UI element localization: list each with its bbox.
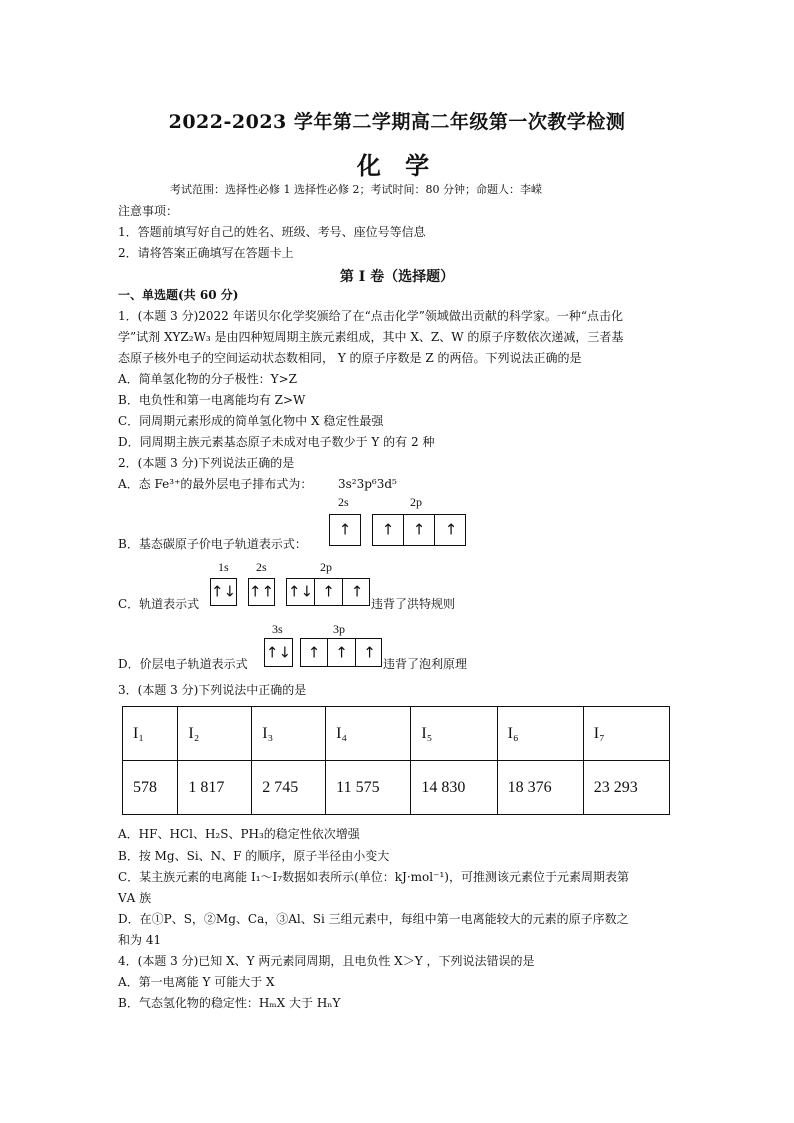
orbital-box-2s: [248, 578, 275, 606]
table-cell: 578: [123, 761, 178, 815]
label-3p: 3p: [333, 622, 345, 636]
up-arrow-icon: ↑: [307, 643, 321, 661]
table-header-cell: I₆: [497, 707, 583, 761]
table-cell: 18 376: [497, 761, 583, 815]
q1-option-a: A．简单氢化物的分子极性：Y>Z: [118, 372, 297, 386]
q1-option-d: D．同周期主族元素基态原子未成对电子数少于 Y 的有 2 种: [118, 435, 435, 449]
q1-line-1: 1．(本题 3 分)2022 年诺贝尔化学奖颁给了在“点击化学”领域做出贡献的科学家。一种“点击化: [118, 309, 624, 323]
q3-option-c-line-2: ⅤA 族: [118, 891, 152, 905]
table-header-cell: I₇: [583, 707, 669, 761]
label-1s: 1s: [218, 560, 229, 574]
up-arrow-icon: ↑: [335, 643, 348, 661]
orbital-box-3p: [300, 638, 382, 667]
ionization-energy-table: [122, 706, 670, 815]
paired-arrows-icon: ↑↓: [210, 582, 237, 601]
q2-option-c: C．轨道表示式: [118, 597, 200, 611]
q2-option-a: A．态 Fe³⁺的最外层电子排布式为：: [118, 477, 313, 491]
orbital-box-3s: [264, 638, 293, 667]
q4-option-b: B．气态氢化物的稳定性：HₘX 大于 HₙY: [118, 996, 341, 1010]
q4-stem: 4．(本题 3 分)已知 X、Y 两元素同周期，且电负性 X＞Y ，下列说法错误的是: [118, 954, 535, 968]
notice-item-2: 2．请将答案正确填写在答题卡上: [118, 246, 294, 260]
orbital-box-1s: [210, 578, 237, 606]
table-row: [123, 707, 670, 761]
label-2s: 2s: [256, 560, 267, 574]
table-cell: 1 817: [178, 761, 252, 815]
label-2p: 2p: [410, 495, 422, 509]
table-cell: 11 575: [326, 761, 411, 815]
exam-info: 考试范围：选择性必修 1 选择性必修 2；考试时间：80 分钟；命题人：李嵘: [170, 183, 542, 196]
label-3s: 3s: [272, 622, 283, 636]
table-header-cell: I₄: [326, 707, 411, 761]
up-arrow-icon: ↑: [363, 643, 376, 661]
q1-line-2: 学”试剂 XYZ₂W₃ 是由四种短周期主族元素组成，其中 X、Z、W 的原子序数依次递减，三者基: [118, 330, 624, 344]
orbital-box-2s: [329, 514, 361, 546]
q2-option-b: B．基态碳原子价电子轨道表示式：: [118, 537, 307, 551]
parallel-arrows-icon: ↑↑: [248, 582, 275, 601]
paired-arrows-icon: ↑↓: [287, 582, 314, 601]
label-2p: 2p: [320, 560, 332, 574]
orbital-box-2p: [372, 514, 466, 546]
up-arrow-icon: ↑: [322, 582, 335, 601]
q2-stem: 2．(本题 3 分)下列说法正确的是: [118, 456, 295, 470]
table-cell: 14 830: [411, 761, 497, 815]
orbital-box-2p: [286, 578, 370, 606]
table-cell: 23 293: [583, 761, 669, 815]
table-header-cell: I₁: [123, 707, 178, 761]
q2-option-d: D．价层电子轨道表示式: [118, 657, 248, 671]
up-arrow-icon: ↑: [338, 520, 352, 539]
q4-option-a: A．第一电离能 Y 可能大于 X: [118, 975, 275, 989]
q1-line-3: 态原子核外电子的空间运动状态数相同， Y 的原子序数是 Z 的两倍。下列说法正确的是: [118, 351, 582, 365]
table-header-cell: I₃: [252, 707, 326, 761]
q1-option-c: C．同周期元素形成的简单氢化物中 X 稳定性最强: [118, 414, 384, 428]
q3-option-c-line-1: C．某主族元素的电离能 I₁～I₇数据如表所示(单位：kJ·mol⁻¹)，可推测该元素位于元素周期表第: [118, 870, 629, 884]
label-2s: 2s: [338, 495, 349, 509]
subject-title: 化 学: [356, 151, 438, 180]
table-header-cell: I₂: [178, 707, 252, 761]
notice-heading: 注意事项：: [118, 204, 179, 218]
exam-title: 2022-2023 学年第二学期高二年级第一次教学检测: [168, 111, 626, 133]
q3-option-d-line-1: D．在①P、S，②Mg、Ca，③Al、Si 三组元素中，每组中第一电离能较大的元素的原子序数之: [118, 912, 629, 926]
table-row: [123, 761, 670, 815]
q3-stem: 3．(本题 3 分)下列说法中正确的是: [118, 683, 307, 697]
q2-option-d-suffix: 违背了泡利原理: [383, 657, 468, 671]
paired-arrows-icon: ↑↓: [265, 643, 292, 661]
up-arrow-icon: ↑: [350, 582, 364, 601]
up-arrow-icon: ↑: [444, 520, 458, 539]
notice-item-1: 1．答题前填写好自己的姓名、班级、考号、座位号等信息: [118, 225, 426, 239]
volume-title: 第 I 卷（选择题）: [339, 269, 455, 285]
q3-option-d-line-2: 和为 41: [118, 933, 162, 947]
q3-option-b: B．按 Mg、Si、N、F 的顺序，原子半径由小变大: [118, 849, 390, 863]
q3-option-a: A．HF、HCl、H₂S、PH₃的稳定性依次增强: [118, 827, 360, 841]
q1-option-b: B．电负性和第一电离能均有 Z>W: [118, 393, 306, 407]
section-title: 一、单选题(共 60 分): [118, 288, 239, 302]
q2-option-c-suffix: 违背了洪特规则: [371, 597, 456, 611]
up-arrow-icon: ↑: [412, 520, 426, 539]
table-header-cell: I₅: [411, 707, 497, 761]
up-arrow-icon: ↑: [381, 520, 395, 539]
table-cell: 2 745: [252, 761, 326, 815]
q2-option-a-config: 3s²3p⁶3d⁵: [338, 477, 397, 491]
